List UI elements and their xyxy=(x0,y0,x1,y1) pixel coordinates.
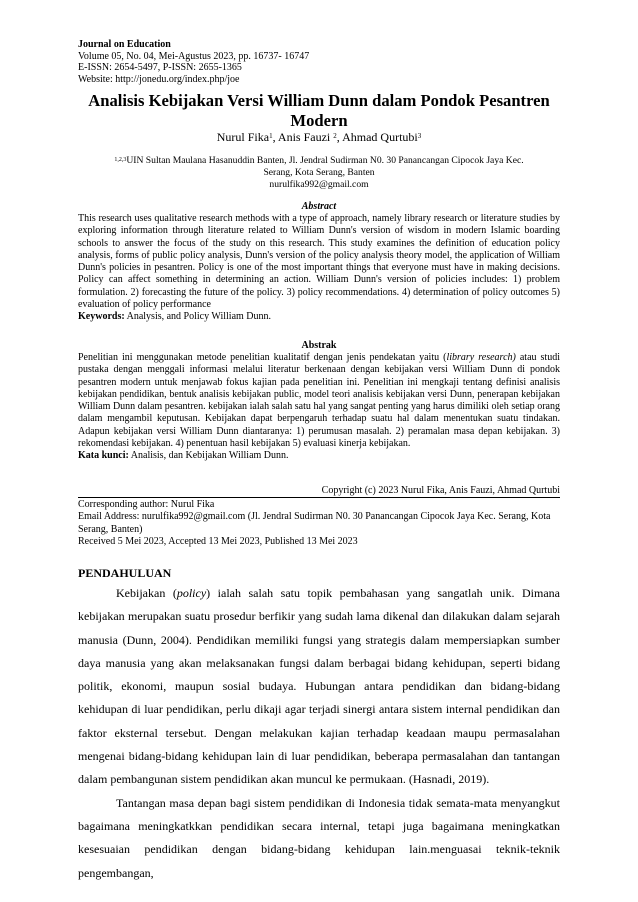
affiliation-sup: 1,2,3 xyxy=(114,157,127,163)
abstract-heading: Abstract xyxy=(301,201,337,212)
correspondence-block xyxy=(78,499,560,548)
author-name: Anis Fauzi xyxy=(277,130,334,144)
correspondence-email: Email Address: nurulfika992@gmail.com (Jl. Jendral Sudirman N0. 30 Panancangan Cipocok Jaya Kec. Serang, Kota Serang, Banten) xyxy=(78,511,551,535)
affiliation-text: UIN Sultan Maulana Hasanuddin Banten, Jl. Jendral Sudirman N0. 30 Panancangan Cipocok Jaya Kec. Serang, Kota Serang, Banten xyxy=(126,155,524,178)
keywords-text: Analysis, and Policy William Dunn. xyxy=(124,311,272,323)
journal-website: Website: http://jonedu.org/index.php/joe xyxy=(78,73,240,85)
divider-rule xyxy=(78,497,560,498)
body-text xyxy=(78,582,560,885)
body-paragraph: Tantangan masa depan bagi sistem pendidikan di Indonesia tidak semata-mata menyangkut bagaimana meningkatkkan pendidikan secara internal, tetapi juga bagaimana meningkatkan kesesuaian pendidikan dengan bidang-bidang kehidupan lain.menguasai teknik-teknik pengembangan, xyxy=(78,795,560,880)
author-name: Ahmad Qurtubi xyxy=(342,130,418,144)
author-email: nurulfika992@gmail.com xyxy=(269,178,369,190)
abstrak-italic-term: library research) xyxy=(446,352,516,363)
body-paragraph xyxy=(78,582,560,792)
abstract-indonesian xyxy=(78,352,560,463)
abstract-text: This research uses qualitative research methods with a type of approach, namely library research or literature studies by exploring information through literature related to William Dunn's version of wisdom in modern Islamic boarding schools to answer the focus of the study on this research. This study examines the definition of education policy analysis, forms of public policy analysis, Dunn's version of the policy analysis theory model, the application of William Dunn's policies in pesantren. Policy is one of the most important things that everyone must have in making decisions. Policy can affect something in determining an action. William Dunn's version of policies includes: 1) problem formulation. 2) forecasting the future of the policy. 3) policy recommendations. 4) determination of policy outcomes 5) evaluation of policy performance xyxy=(78,213,560,311)
journal-name: Journal on Education xyxy=(78,39,171,50)
affiliation xyxy=(100,155,538,190)
abstrak-text-part: atau studi pustaka dengan menggali informasi melalui literatur berkenaan dengan kebijakan versi William Dunn di pondok pesantren modern untuk menjawab fokus kajian pada penelitian ini. Penelitian ini mengkaji tentang definisi analisis kebijakan pendidikan, bentuk analisis kebijakan public, model teori analisis kebijakan versi Dunn, penerapan kebijakan William Dunn dalam pesantren. kebijakan ialah salah satu hal yang sangat penting yang harus dimiliki oleh setiap orang dalam mengambil keputusan. Kebijakan dapat berpengaruh terhadap suatu hal dalam menentukan suatu tindakan. Adapun kebijakan versi William Dunn diantaranya: 1) perumusan masalah. 2) peramalan masa depan kebijakan. 3) rekomendasi kebijakan. 4) penentuan hasil kebijakan 5) evaluasi kinerja kebijakan. xyxy=(78,352,560,450)
paper-title: Analisis Kebijakan Versi William Dunn dalam Pondok Pesantren Modern xyxy=(88,91,550,130)
kata-kunci-label: Kata kunci: xyxy=(78,450,129,462)
paragraph-text: ) ialah salah satu topik pembahasan yang sangatlah unik. Dimana kebijakan merupakan suatu prosedur berfikir yang sudah lama dikenal dan dilakukan dalam sejarah manusia (Dunn, 2004). Pendidikan memiliki fungsi yang strategis dalam mempersiapkan sumber daya manusia yang akan melaksanakan fungsi dalam berbagai bidang kehidupan, seperti bidang politik, ekonomi, maupun sosial budaya. Hubungan antara pendidikan dan bidang-bidang kehidupan di luar pendidikan, perlu dikaji agar terjadi sinergi antara sistem internal pendidikan dan faktor eksternal tersebut. Dengan melakukan kajian terhadap keadaan maupu permasalahan mengenai bidang-bidang kehidupan lain di luar pendidikan, beberapa permasalahan dan tantangan dalam pembangunan sistem pendidikan akan muncul ke permukaan. (Hasnadi, 2019). xyxy=(78,586,560,787)
author-name: Nurul Fika xyxy=(216,130,270,144)
keywords-label: Keywords: xyxy=(78,311,125,323)
kata-kunci-text: Analisis, dan Kebijakan William Dunn. xyxy=(128,450,289,462)
italic-term: policy xyxy=(176,586,207,600)
section-heading: PENDAHULUAN xyxy=(78,566,172,580)
author-sup: 3 xyxy=(417,132,422,140)
abstrak-text-part: Penelitian ini menggunakan metode penelitian kualitatif dengan jenis pendekatan yaitu ( xyxy=(78,352,447,363)
journal-volume: Volume 05, No. 04, Mei-Agustus 2023, pp. 16737- 16747 xyxy=(78,50,310,62)
journal-issn: E-ISSN: 2654-5497, P-ISSN: 2655-1365 xyxy=(78,62,242,74)
corresponding-author: Corresponding author: Nurul Fika xyxy=(78,499,215,510)
abstract-english xyxy=(78,213,560,324)
publication-dates: Received 5 Mei 2023, Accepted 13 Mei 2023, Published 13 Mei 2023 xyxy=(78,535,358,547)
abstrak-heading: Abstrak xyxy=(301,340,337,351)
journal-header xyxy=(78,39,309,85)
copyright-line: Copyright (c) 2023 Nurul Fika, Anis Fauzi, Ahmad Qurtubi xyxy=(321,485,560,496)
author-sup: 2 xyxy=(333,132,337,140)
paragraph-text: Kebijakan ( xyxy=(116,586,177,600)
author-list: Nurul Fika$^1$, Anis Fauzi $^2$, Ahmad Qurtubi$^3$ xyxy=(216,130,422,144)
author-sup: 1 xyxy=(269,132,273,140)
